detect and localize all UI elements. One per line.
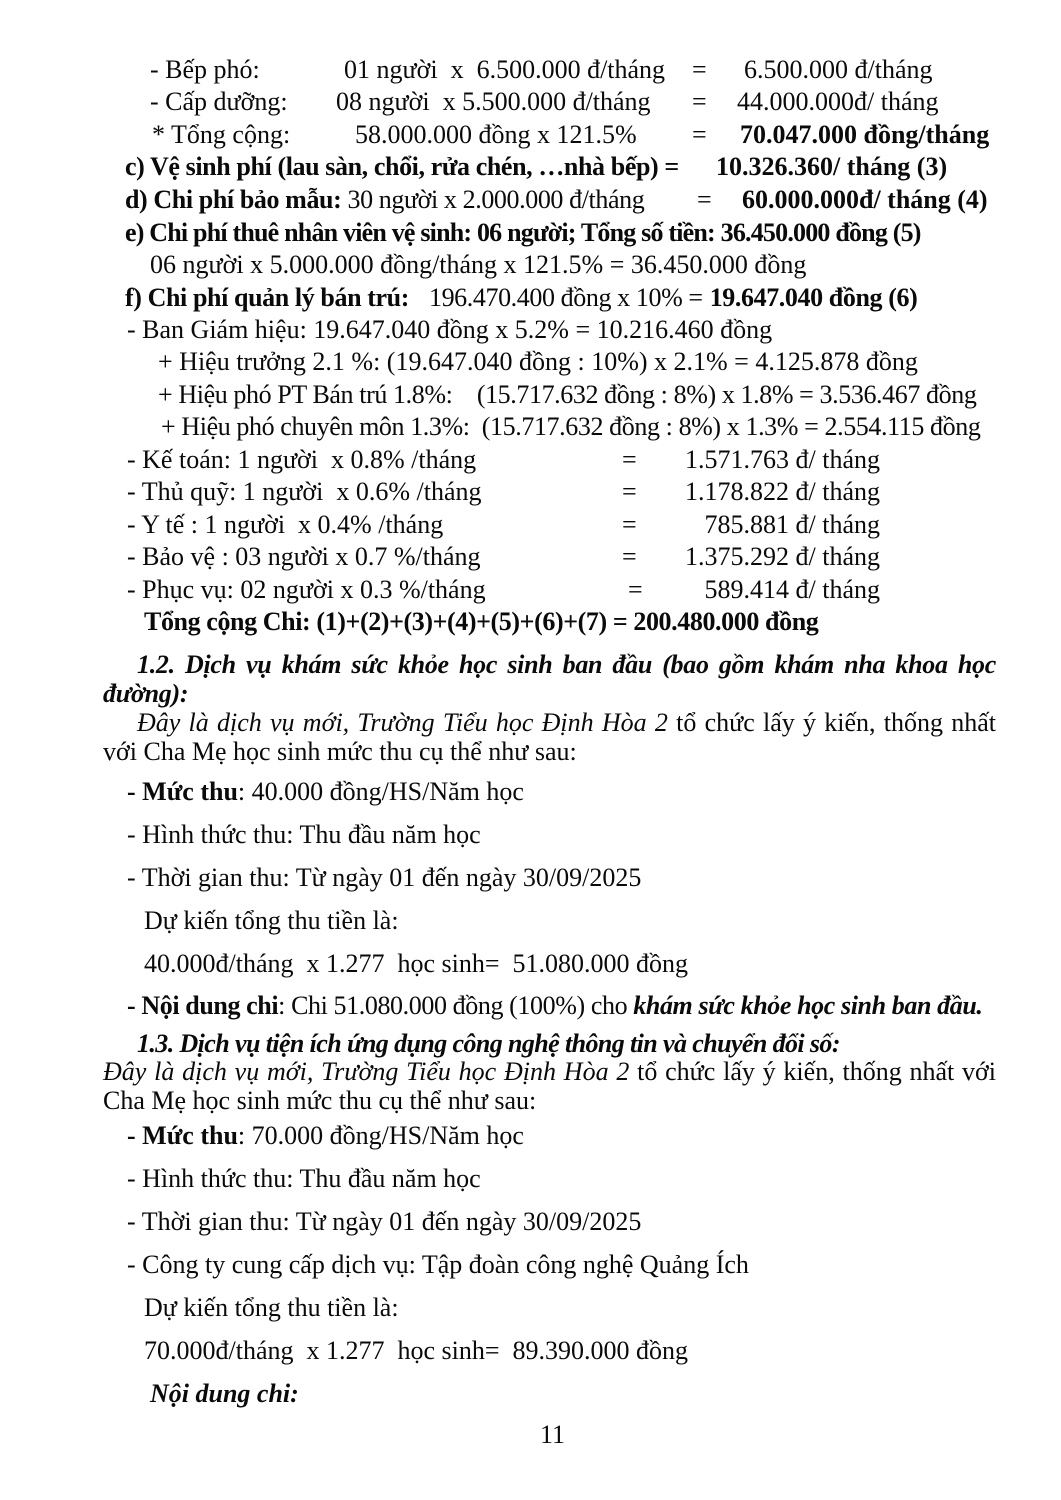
fee-row-bep-pho xyxy=(0,53,1061,87)
staff-row-value: 1.375.292 đ/ tháng xyxy=(685,542,880,571)
fee-total-text: Tổng cộng Chi: (1)+(2)+(3)+(4)+(5)+(6)+(7) = 200.480.000 đồng xyxy=(144,607,819,636)
section-1-3-paragraph xyxy=(103,1058,996,1115)
item-calc-13 xyxy=(0,1334,1061,1368)
paragraph-italic-part: Đây là dịch vụ mới, Trường Tiểu học Định Hòa 2 xyxy=(103,1057,630,1086)
item-text: 70.000đ/tháng x 1.277 học sinh= 89.390.000 đồng xyxy=(144,1336,689,1365)
fee-row-value: 44.000.000đ/ tháng xyxy=(737,87,939,116)
item-mid: : Chi 51.080.000 đồng (100%) cho xyxy=(278,991,634,1020)
paragraph-regular-part: tổ chức lấy ý kiến, thống nhất với Cha Mẹ học sinh mức thu cụ thể như sau: xyxy=(103,1057,996,1115)
staff-row-label: - Kế toán: 1 người x 0.8% /tháng xyxy=(127,445,477,474)
fee-line-value: 60.000.000đ/ tháng (4) xyxy=(742,185,988,214)
item-text xyxy=(127,1119,524,1152)
fee-line-hieu-pho-cm xyxy=(0,410,1061,444)
item-text xyxy=(127,989,982,1022)
item-text: 40.000đ/tháng x 1.277 học sinh= 51.080.000 đồng xyxy=(144,949,689,978)
staff-row-value: 589.414 đ/ tháng xyxy=(704,575,880,604)
fee-row-value: 6.500.000 đ/tháng xyxy=(744,55,933,84)
fee-line-value: 19.647.040 đồng (6) xyxy=(709,283,918,312)
staff-row-phuc-vu xyxy=(0,573,1061,607)
item-label: - Mức thu xyxy=(127,1121,238,1150)
item-muc-thu-13 xyxy=(0,1119,1061,1153)
equals-sign: = xyxy=(692,55,707,84)
fee-row-label: * Tổng cộng: xyxy=(152,120,291,149)
paragraph-regular-part: tổ chức lấy ý kiến, thống nhất với Cha Mẹ học sinh mức thu cụ thể như sau: xyxy=(103,708,996,766)
fee-line-text: + Hiệu trưởng 2.1 %: (19.647.040 đồng : 10%) x 2.1% = 4.125.878 đồng xyxy=(158,347,918,376)
item-text xyxy=(127,775,524,808)
staff-row-thu-quy xyxy=(0,475,1061,509)
item-text: - Thời gian thu: Từ ngày 01 đến ngày 30/09/2025 xyxy=(127,1207,642,1236)
item-muc-thu-12 xyxy=(0,775,1061,809)
staff-row-value: 1.571.763 đ/ tháng xyxy=(685,445,880,474)
item-label: - Mức thu xyxy=(127,777,238,806)
item-hinh-thuc-13 xyxy=(0,1162,1061,1196)
fee-line-calc: 30 người x 2.000.000 đ/tháng xyxy=(347,185,645,214)
fee-line-hieu-pho-pt xyxy=(0,378,1061,412)
equals-sign: = xyxy=(697,185,712,214)
item-label: - Nội dung chi xyxy=(127,991,279,1020)
fee-line-f xyxy=(0,281,1061,315)
fee-row-label: - Cấp dưỡng: xyxy=(150,87,288,116)
item-text: - Hình thức thu: Thu đầu năm học xyxy=(127,1164,481,1193)
staff-row-value: 785.881 đ/ tháng xyxy=(704,510,880,539)
page-number: 11 xyxy=(540,1420,566,1449)
fee-line-text xyxy=(125,183,644,216)
fee-line-text xyxy=(125,281,917,314)
item-du-kien-12 xyxy=(0,904,1061,938)
fee-line-hieu-truong xyxy=(0,345,1061,379)
item-thoi-gian-12 xyxy=(0,861,1061,895)
staff-row-label: - Y tế : 1 người x 0.4% /tháng xyxy=(127,510,444,539)
item-du-kien-13 xyxy=(0,1291,1061,1325)
fee-line-d xyxy=(0,183,1061,217)
fee-row-value: 70.047.000 đồng/tháng xyxy=(740,120,990,149)
item-noi-dung-13 xyxy=(0,1377,1061,1411)
fee-line-e-detail xyxy=(0,248,1061,282)
section-1-2-heading: 1.2. Dịch vụ khám sức khỏe học sinh ban đầu (bao gồm khám nha khoa học đường): xyxy=(103,650,996,708)
paragraph-italic-part: Đây là dịch vụ mới, Trường Tiểu học Định Hòa 2 xyxy=(137,708,668,737)
item-text: - Hình thức thu: Thu đầu năm học xyxy=(127,820,481,849)
fee-line-label: c) Vệ sinh phí (lau sàn, chổi, rửa chén, …nhà bếp) = xyxy=(125,152,679,181)
item-hinh-thuc-12 xyxy=(0,818,1061,852)
item-calc-12 xyxy=(0,947,1061,981)
item-text: Nội dung chi: xyxy=(150,1379,299,1408)
item-emphasis: khám sức khỏe học sinh ban đầu. xyxy=(633,991,983,1020)
item-text: Dự kiến tổng thu tiền là: xyxy=(144,906,399,935)
equals-sign: = xyxy=(628,575,643,604)
footer xyxy=(0,1418,1061,1452)
fee-line-text: - Ban Giám hiệu: 19.647.040 đồng x 5.2% = 10.216.460 đồng xyxy=(127,315,773,344)
fee-row-tong-cong xyxy=(0,118,1061,152)
item-value: : 40.000 đồng/HS/Năm học xyxy=(237,777,524,806)
fee-row-calc: 01 người x 6.500.000 đ/tháng xyxy=(344,55,666,84)
item-text: Dự kiến tổng thu tiền là: xyxy=(144,1293,399,1322)
item-text: - Thời gian thu: Từ ngày 01 đến ngày 30/09/2025 xyxy=(127,863,642,892)
fee-total-line xyxy=(0,605,1061,639)
fee-line-c xyxy=(0,150,1061,184)
fee-line-text: + Hiệu phó PT Bán trú 1.8%: (15.717.632 đồng : 8%) x 1.8% = 3.536.467 đồng xyxy=(158,380,977,409)
fee-line-label: f) Chi phí quản lý bán trú: xyxy=(125,283,409,312)
item-cong-ty-13 xyxy=(0,1248,1061,1282)
fee-line-ban-giam-hieu xyxy=(0,313,1061,347)
fee-row-label: - Bếp phó: xyxy=(150,55,260,84)
staff-row-ke-toan xyxy=(0,443,1061,477)
fee-row-calc: 08 người x 5.500.000 đ/tháng xyxy=(336,87,651,116)
staff-row-label: - Bảo vệ : 03 người x 0.7 %/tháng xyxy=(127,542,481,571)
item-thoi-gian-13 xyxy=(0,1205,1061,1239)
equals-sign: = xyxy=(622,510,637,539)
item-text: - Công ty cung cấp dịch vụ: Tập đoàn công nghệ Quảng Ích xyxy=(127,1250,749,1279)
staff-row-value: 1.178.822 đ/ tháng xyxy=(685,477,880,506)
section-1-2-paragraph xyxy=(103,709,996,766)
equals-sign: = xyxy=(622,542,637,571)
fee-row-calc: 58.000.000 đồng x 121.5% xyxy=(355,120,637,149)
staff-row-label: - Phục vụ: 02 người x 0.3 %/tháng xyxy=(127,575,486,604)
fee-line-label: d) Chi phí bảo mẫu: xyxy=(125,185,342,214)
fee-line-text: 06 người x 5.000.000 đồng/tháng x 121.5% = 36.450.000 đồng xyxy=(150,250,807,279)
fee-line-text: + Hiệu phó chuyên môn 1.3%: (15.717.632 đồng : 8%) x 1.3% = 2.554.115 đồng xyxy=(161,412,981,441)
fee-line-calc: 196.470.400 đồng x 10% = xyxy=(428,283,703,312)
fee-line-text: e) Chi phí thuê nhân viên vệ sinh: 06 người; Tổng số tiền: 36.450.000 đồng (5) xyxy=(125,218,921,247)
fee-line-e xyxy=(0,216,1061,250)
equals-sign: = xyxy=(692,87,707,116)
equals-sign: = xyxy=(692,120,707,149)
equals-sign: = xyxy=(622,445,637,474)
staff-row-bao-ve xyxy=(0,540,1061,574)
fee-row-cap-duong xyxy=(0,85,1061,119)
fee-line-value: 10.326.360/ tháng (3) xyxy=(716,152,948,181)
staff-row-label: - Thủ quỹ: 1 người x 0.6% /tháng xyxy=(127,477,482,506)
equals-sign: = xyxy=(622,477,637,506)
item-value: : 70.000 đồng/HS/Năm học xyxy=(237,1121,524,1150)
staff-row-y-te xyxy=(0,508,1061,542)
item-noi-dung-12 xyxy=(0,989,1061,1023)
section-1-3-heading: 1.3. Dịch vụ tiện ích ứng dụng công nghệ thông tin và chuyển đổi số: xyxy=(137,1029,840,1058)
